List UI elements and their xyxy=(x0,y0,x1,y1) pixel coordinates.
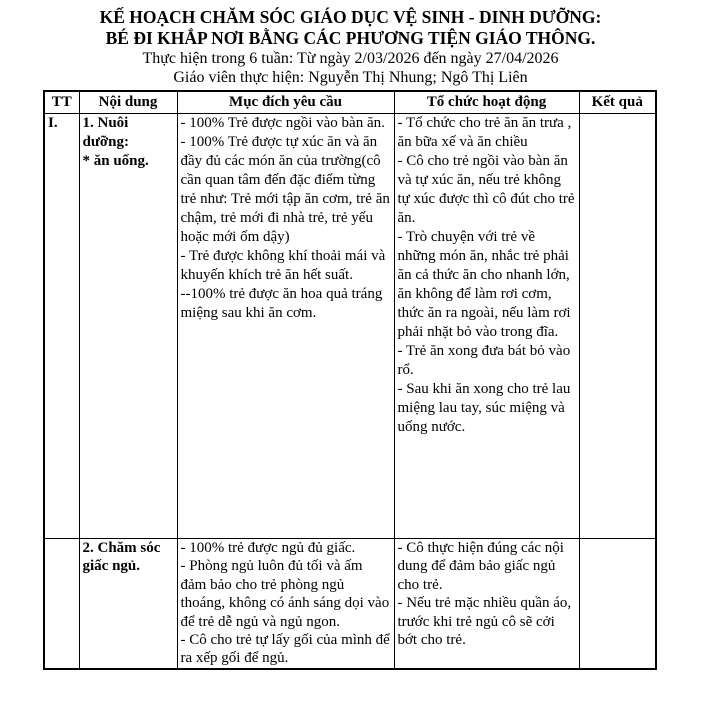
document-subtitle-duration: Thực hiện trong 6 tuần: Từ ngày 2/03/2026 đến ngày 27/04/2026 xyxy=(142,50,559,67)
care-plan-table xyxy=(43,90,657,670)
row1-noi-dung-line: 1. Nuôi dưỡng: xyxy=(82,115,129,150)
row1-cell-tt: I. xyxy=(44,114,79,539)
muc-dich-item: - Phòng ngủ luôn đủ tối và ấm đảm bảo cho trẻ phòng ngủ thoáng, không có ánh sáng dọi vào để trẻ dễ ngủ và ngủ ngon. xyxy=(180,558,390,630)
to-chuc-item: - Sau khi ăn xong cho trẻ lau miệng lau tay, súc miệng và uống nước. xyxy=(397,381,571,435)
row2-cell-tt xyxy=(44,539,79,669)
row2-cell-to-chuc xyxy=(394,539,579,669)
row1-cell-noi-dung xyxy=(79,114,177,539)
muc-dich-item: - Trẻ được không khí thoải mái và khuyến khích trẻ ăn hết suất. xyxy=(180,248,386,283)
to-chuc-item: - Trò chuyện với trẻ về những món ăn, nhắc trẻ phải ăn cả thức ăn cho nhanh lớn, ăn không để làm rơi cơm, thức ăn ra ngoài, nếu làm rơi phải nhặt bỏ vào trong đĩa. xyxy=(397,229,571,340)
document-header xyxy=(0,7,701,87)
to-chuc-item: - Cô cho trẻ ngồi vào bàn ăn và tự xúc ăn, nếu trẻ không tự xúc được thì cô đút cho trẻ ăn. xyxy=(397,153,575,226)
document-title-line-2: BÉ ĐI KHẮP NƠI BẰNG CÁC PHƯƠNG TIỆN GIÁO THÔNG. xyxy=(105,28,596,48)
column-header-ket-qua: Kết quả xyxy=(579,91,656,114)
to-chuc-item: - Trẻ ăn xong đưa bát bỏ vào rổ. xyxy=(397,343,571,378)
muc-dich-item: - 100% Trẻ được tự xúc ăn và ăn đầy đủ các món ăn của trường(cô cần quan tâm đến đặc điểm từng trẻ như: Trẻ mới tập ăn cơm, trẻ ăn chậm, trẻ mới đi nhà trẻ, trẻ yếu hoặc mới ốm dậy) xyxy=(180,134,390,245)
to-chuc-item: - Cô thực hiện đúng các nội dung để đảm bảo giấc ngủ cho trẻ. xyxy=(397,540,564,593)
table-header-row xyxy=(44,91,656,114)
column-header-to-chuc: Tổ chức hoạt động xyxy=(394,91,579,114)
column-header-muc-dich: Mục đích yêu cầu xyxy=(177,91,394,114)
row1-cell-muc-dich xyxy=(177,114,394,539)
row2-cell-ket-qua xyxy=(579,539,656,669)
muc-dich-item: - Cô cho trẻ tự lấy gối của mình để ra xếp gối để ngủ. xyxy=(180,632,390,667)
muc-dich-item: --100% trẻ được ăn hoa quả tráng miệng sau khi ăn cơm. xyxy=(180,286,383,321)
column-header-tt: TT xyxy=(44,91,79,114)
row1-noi-dung-line: * ăn uống. xyxy=(82,153,149,169)
row2-cell-noi-dung xyxy=(79,539,177,669)
column-header-noi-dung: Nội dung xyxy=(79,91,177,114)
table-row xyxy=(44,539,656,669)
table-row xyxy=(44,114,656,539)
to-chuc-item: - Nếu trẻ mặc nhiều quần áo, trước khi trẻ ngủ cô sẽ cởi bớt cho trẻ. xyxy=(397,595,572,649)
muc-dich-item: - 100% Trẻ được ngồi vào bàn ăn. xyxy=(180,115,385,131)
row1-cell-to-chuc xyxy=(394,114,579,539)
to-chuc-item: - Tổ chức cho trẻ ăn ăn trưa , ăn bữa xế và ăn chiều xyxy=(397,115,572,150)
row2-noi-dung-line: 2. Chăm sóc giấc ngủ. xyxy=(82,540,161,575)
row2-cell-muc-dich xyxy=(177,539,394,669)
document-title-line-1: KẾ HOẠCH CHĂM SÓC GIÁO DỤC VỆ SINH - DINH DƯỠNG: xyxy=(99,7,602,27)
document-subtitle-teachers: Giáo viên thực hiện: Nguyễn Thị Nhung; Ngô Thị Liên xyxy=(173,69,528,86)
row1-cell-ket-qua xyxy=(579,114,656,539)
muc-dich-item: - 100% trẻ được ngủ đủ giấc. xyxy=(180,540,356,556)
